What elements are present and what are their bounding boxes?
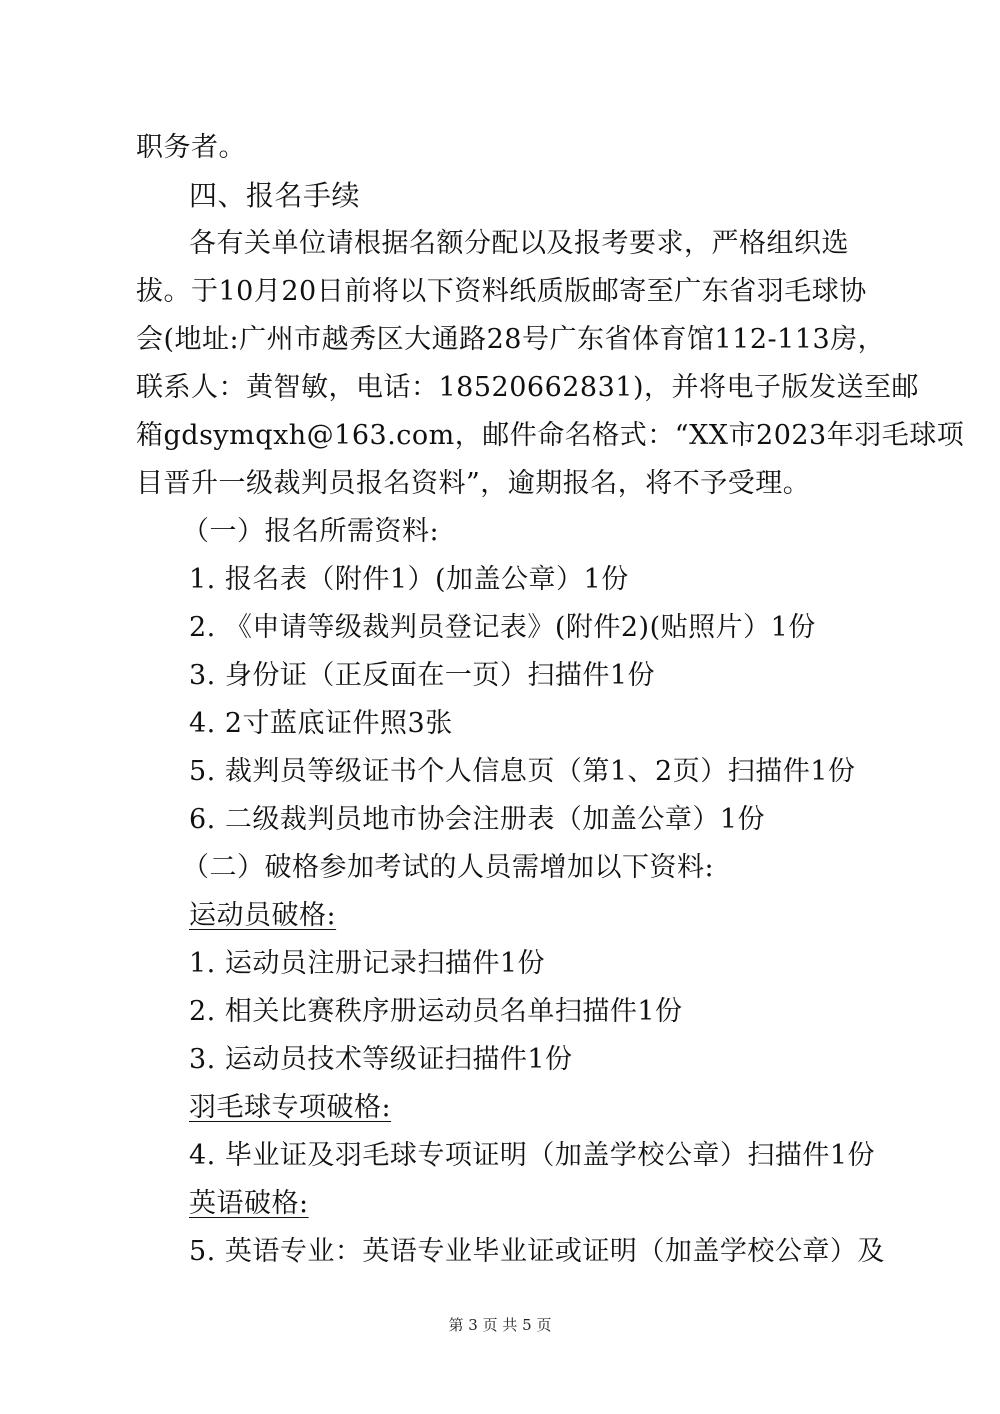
underlined-label: 羽毛球专项破格:: [189, 1092, 392, 1123]
list-item: 4. 毕业证及羽毛球专项证明（加盖学校公章）扫描件1份: [189, 1140, 876, 1171]
paragraph-line: 箱gdsymqxh@163.com，邮件命名格式：“XX市2023年羽毛球项: [136, 420, 965, 451]
paragraph-line: 拔。于10月20日前将以下资料纸质版邮寄至广东省羽毛球协: [136, 276, 867, 307]
paragraph-line: 联系人：黄智敏，电话：18520662831)，并将电子版发送至邮: [136, 372, 919, 403]
section-heading: 四、报名手续: [189, 179, 361, 212]
underlined-label: 运动员破格:: [189, 900, 337, 931]
list-item: 3. 运动员技术等级证扫描件1份: [189, 1044, 573, 1075]
list-item: 1. 报名表（附件1）(加盖公章）1份: [189, 564, 629, 595]
list-item: 5. 英语专业：英语专业毕业证或证明（加盖学校公章）及: [189, 1236, 885, 1267]
list-item: 1. 运动员注册记录扫描件1份: [189, 948, 546, 979]
list-item: 4. 2寸蓝底证件照3张: [189, 708, 453, 739]
underlined-label: 英语破格:: [189, 1188, 309, 1219]
list-item: 2. 相关比赛秩序册运动员名单扫描件1份: [189, 996, 683, 1027]
list-item: 5. 裁判员等级证书个人信息页（第1、2页）扫描件1份: [189, 756, 856, 787]
paragraph-line: 目晋升一级裁判员报名资料”，逾期报名，将不予受理。: [136, 468, 811, 499]
list-item: 3. 身份证（正反面在一页）扫描件1份: [189, 660, 656, 691]
paragraph-line: 会(地址:广州市越秀区大通路28号广东省体育馆112-113房，: [136, 324, 886, 355]
subsection-heading: （一）报名所需资料:: [182, 516, 440, 547]
paragraph-line: 各有关单位请根据名额分配以及报考要求，严格组织选: [189, 228, 849, 259]
list-item: 6. 二级裁判员地市协会注册表（加盖公章）1份: [189, 804, 766, 835]
list-item: 2. 《申请等级裁判员登记表》(附件2)(贴照片）1份: [189, 612, 816, 643]
paragraph-line: 职务者。: [136, 132, 246, 163]
subsection-heading: （二）破格参加考试的人员需增加以下资料:: [182, 852, 715, 883]
page-number-footer: 第 3 页 共 5 页: [448, 1316, 552, 1334]
